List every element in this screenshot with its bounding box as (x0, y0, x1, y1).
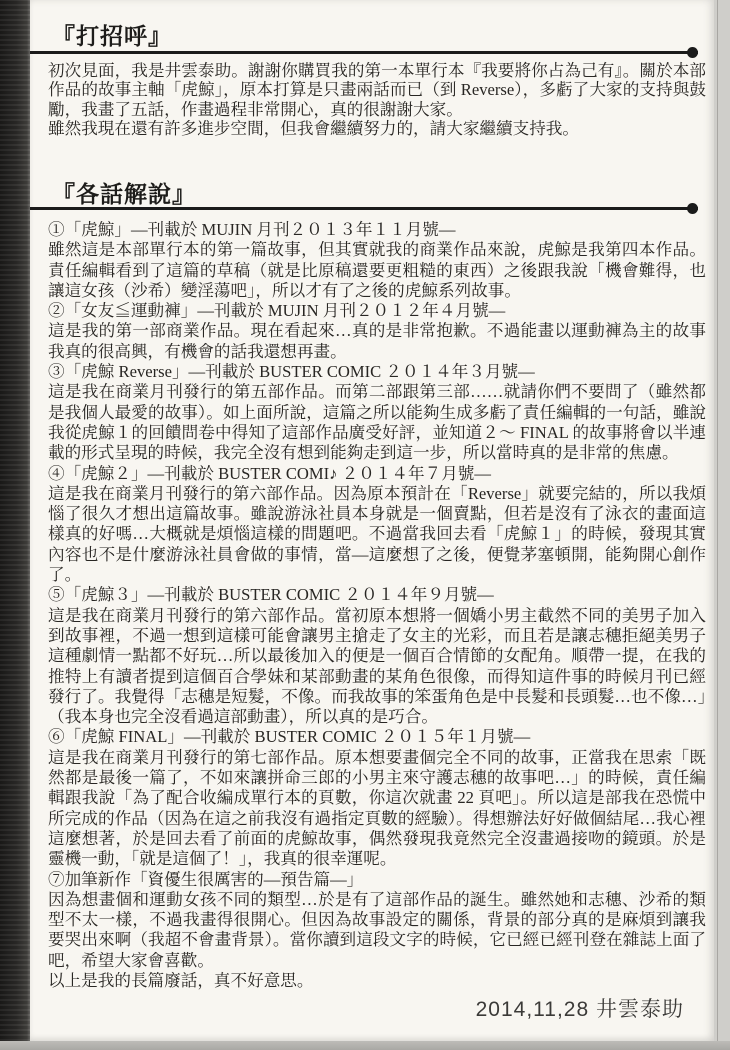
divider-end-dot (687, 47, 698, 58)
episode-note-3 (48, 362, 706, 463)
section-title-greeting: 『打招呼』 (52, 23, 172, 49)
episode-note-7 (48, 870, 706, 971)
episode-heading: ③「虎鯨 Reverse」—刊載於 BUSTER COMIC ２０１４年３月號— (48, 362, 535, 382)
episode-note-2 (48, 301, 706, 362)
scan-edge-bottom (0, 1041, 730, 1050)
episode-body: 雖然這是本部單行本的第一篇故事，但其實就我的商業作品來說，虎鯨是我第四本作品。責任編輯看到了這篇的草稿（就是比原稿還要更粗糙的東西）之後跟我說「機會難得，也讓這女孩（沙希）變淫蕩吧」，所以才有了之後的虎鯨系列故事。 (48, 240, 706, 300)
episode-body: 這是我的第一部商業作品。現在看起來…真的是非常抱歉。不過能畫以運動褲為主的故事我真的很高興，有機會的話我還想再畫。 (48, 321, 706, 361)
episode-heading: ④「虎鯨２」—刊載於 BUSTER COMI♪ ２０１４年７月號— (48, 463, 491, 483)
episode-heading: ⑤「虎鯨３」—刊載於 BUSTER COMIC ２０１４年９月號— (48, 585, 494, 605)
episode-note-4 (48, 464, 706, 586)
episode-body: 這是我在商業月刊發行的第五部作品。而第二部跟第三部……就請你們不要問了（雖然都是我個人最愛的故事）。如上面所說，這篇之所以能夠生成多虧了責任編輯的一句話，雖說我從虎鯨１的回饋問卷中得知了這部作品廣受好評，並知道２～ FINAL 的故事將會以半連載的形式呈現的時候，我完全沒有想到能夠走到這一步，所以當時真的是非常的焦慮。 (48, 382, 706, 463)
episode-heading: ⑥「虎鯨 FINAL」—刊載於 BUSTER COMIC ２０１５年１月號— (48, 727, 531, 747)
episode-note-5 (48, 585, 706, 727)
episode-body: 因為想畫個和運動女孩不同的類型…於是有了這部作品的誕生。雖然她和志穗、沙希的類型不太一樣，不過我畫得很開心。但因為故事設定的關係，背景的部分真的是麻煩到讓我要哭出來啊（我超不會畫背景）。當你讀到這段文字的時候，它已經已經刊登在雜誌上面了吧，希望大家會喜歡。 (48, 889, 706, 970)
episode-heading: ⑦加筆新作「資優生很厲害的—預告篇—」 (48, 869, 364, 889)
section-title-commentary: 『各話解說』 (52, 181, 196, 207)
episode-note-1 (48, 220, 706, 301)
episode-body: 這是我在商業月刊發行的第六部作品。因為原本預計在「Reverse」就要完結的，所以我煩惱了很久才想出這篇故事。雖說游泳社員本身就是一個賣點，但若是沒有了泳衣的畫面這樣真的好嗎…大概就是煩惱這樣的問題吧。不過當我回去看「虎鯨１」的時候，發現其實內容也不是什麼游泳社員會做的事情，當—這麼想了之後，便覺茅塞頓開，能夠開心創作了。 (48, 483, 706, 585)
binding-shadow (0, 0, 30, 1041)
episode-body: 這是我在商業月刊發行的第七部作品。原本想要畫個完全不同的故事，正當我在思索「既然都是最後一篇了，不如來讓拼命三郎的小男主來守護志穗的故事吧…」的時候，責任編輯跟我說「為了配合收編成單行本的頁數，你這次就畫 22 頁吧」。所以這是部我在恐慌中所完成的作品（因為在這之前我沒有過指定頁數的經驗）。得想辦法好好做個結尾…我心裡這麼想著，於是回去看了前面的虎鯨故事，偶然發現我竟然完全沒畫過接吻的鏡頭。於是靈機一動，「就是這個了！」，我真的很幸運呢。 (48, 747, 706, 869)
greeting-paragraph: 雖然我現在還有許多進步空間，但我會繼續努力的，請大家繼續支持我。 (48, 118, 579, 138)
scan-edge-right (717, 0, 718, 1041)
greeting-paragraph: 初次見面，我是井雲泰助。謝謝你購買我的第一本單行本『我要將你占為己有』。關於本部作品的故事主軸「虎鯨」，原本打算是只畫兩話而已（到 Reverse），多虧了大家的支持與鼓勵，我畫了五話，作畫過程非常開心，真的很謝謝大家。 (48, 61, 706, 119)
divider-rule (30, 51, 698, 54)
divider-rule (30, 207, 698, 210)
paper-page (30, 0, 714, 1041)
episode-heading: ②「女友≦運動褲」—刊載於 MUJIN 月刊２０１２年４月號— (48, 301, 506, 321)
divider-end-dot (687, 203, 698, 214)
episode-heading: ①「虎鯨」—刊載於 MUJIN 月刊２０１３年１１月號— (48, 220, 456, 239)
episode-note-6 (48, 727, 706, 869)
episode-body: 這是我在商業月刊發行的第六部作品。當初原本想將一個嬌小男主截然不同的美男子加入到故事裡，不過一想到這樣可能會讓男主搶走了女主的光彩，而且若是讓志穗拒絕美男子這種劇情一點都不好玩…所以最後加入的便是一個百合情節的女配角。順帶一提，在我的推特上有讀者提到這個百合學妹和某部動畫的某角色很像，而得知這件事的時候月刊已經發行了。我覺得「志穗是短髮，不像。而我故事的笨蛋角色是中長髮和長頭髮…也不像…」（我本身也完全沒看過這部動畫），所以真的是巧合。 (48, 605, 706, 727)
date-author-signature: 2014,11,28 井雲泰助 (475, 998, 684, 1021)
greeting-text (48, 61, 706, 138)
episode-commentary-block (48, 220, 706, 991)
closing-remark: 以上是我的長篇廢話，真不好意思。 (48, 970, 314, 990)
